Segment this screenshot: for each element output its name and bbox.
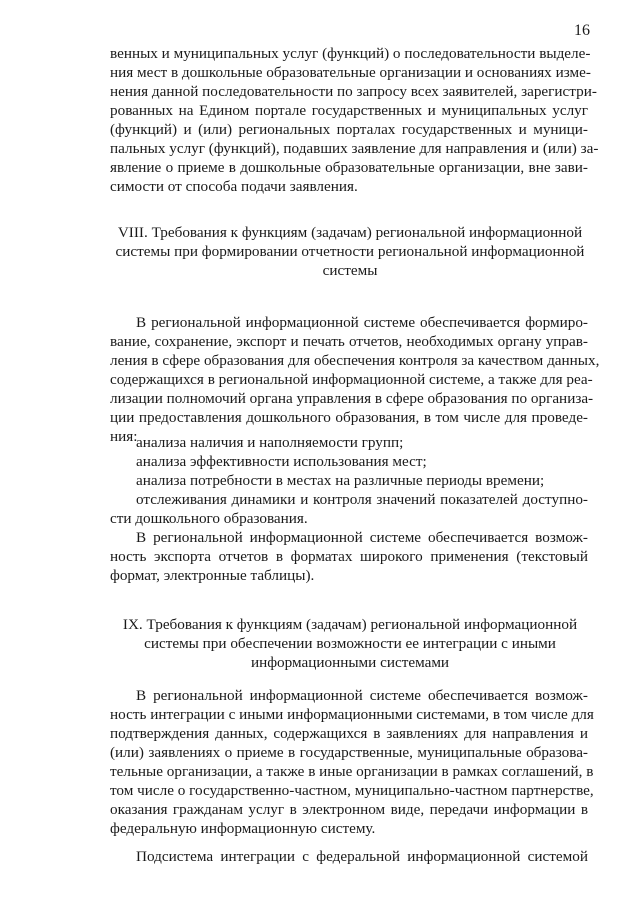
text-line: пальных услуг (функций), подавших заявление для направления и (или) за-: [110, 140, 599, 157]
text-line: ность интеграции с иными информационными системами, в том числе для: [110, 706, 594, 723]
text-line: федеральную информационную систему.: [110, 820, 376, 837]
heading-line: IX. Требования к функциям (задачам) региональной информационной: [122, 616, 578, 633]
text-line: рованных на Едином портале государственных и муниципальных услуг: [110, 102, 588, 119]
text-line: ния мест в дошкольные образовательные организации и основаниях изме-: [110, 64, 591, 81]
text-line: венных и муниципальных услуг (функций) о последовательности выделе-: [110, 45, 591, 62]
text-line: (функций) и (или) региональных порталах государственных и муници-: [110, 121, 588, 138]
text-line: оказания гражданам услуг в электронном виде, передачи информации в: [110, 801, 588, 818]
text-line: В региональной информационной системе обеспечивается формиро-: [136, 314, 588, 331]
heading-line: информационными системами: [250, 654, 450, 671]
heading-line: VIII. Требования к функциям (задачам) региональной информационной: [117, 224, 583, 241]
text-line: формат, электронные таблицы).: [110, 567, 315, 584]
heading-line: системы при формировании отчетности региональной информационной: [115, 243, 585, 260]
text-line: ции предоставления дошкольного образования, в том числе для проведе-: [110, 409, 588, 426]
text-line: симости от способа подачи заявления.: [110, 178, 358, 195]
list-item: анализа наличия и наполняемости групп;: [136, 434, 404, 451]
heading-line: системы при обеспечении возможности ее интеграции с иными: [144, 635, 556, 652]
list-item: отслеживания динамики и контроля значений показателей доступно-: [136, 491, 588, 508]
text-line: В региональной информационной системе обеспечивается возмож-: [136, 687, 588, 704]
text-line: нения данной последовательности по запросу всех заявителей, зарегистри-: [110, 83, 597, 100]
text-line: лизации полномочий органа управления в сфере образования по организа-: [110, 390, 594, 407]
text-line: содержащихся в региональной информационной системе, а также для реа-: [110, 371, 593, 388]
heading-line: системы: [322, 262, 378, 279]
text-line: В региональной информационной системе обеспечивается возмож-: [136, 529, 588, 546]
text-line: тельные организации, а также в иные организации в рамках соглашений, в: [110, 763, 594, 780]
text-line: ления в сфере образования для обеспечения контроля за качеством данных,: [110, 352, 600, 369]
list-item: анализа потребности в местах на различные периоды времени;: [136, 472, 545, 489]
text-line: вание, сохранение, экспорт и печать отчетов, необходимых органу управ-: [110, 333, 588, 350]
list-item: анализа эффективности использования мест;: [136, 453, 427, 470]
text-line: ность экспорта отчетов в форматах широкого применения (текстовый: [110, 548, 588, 565]
page-number: 16: [574, 22, 590, 39]
list-item: сти дошкольного образования.: [110, 510, 308, 527]
text-line: (или) заявлениях о приеме в государственные, муниципальные образова-: [110, 744, 588, 761]
text-line: том числе о государственно-частном, муниципально-частном партнерстве,: [110, 782, 594, 799]
text-line: Подсистема интеграции с федеральной информационной системой: [136, 848, 588, 865]
text-line: ния:: [110, 428, 138, 445]
text-line: явление о приеме в дошкольные образовательные организации, вне зави-: [110, 159, 588, 176]
text-line: подтверждения данных, содержащихся в заявлениях для направления и: [110, 725, 588, 742]
